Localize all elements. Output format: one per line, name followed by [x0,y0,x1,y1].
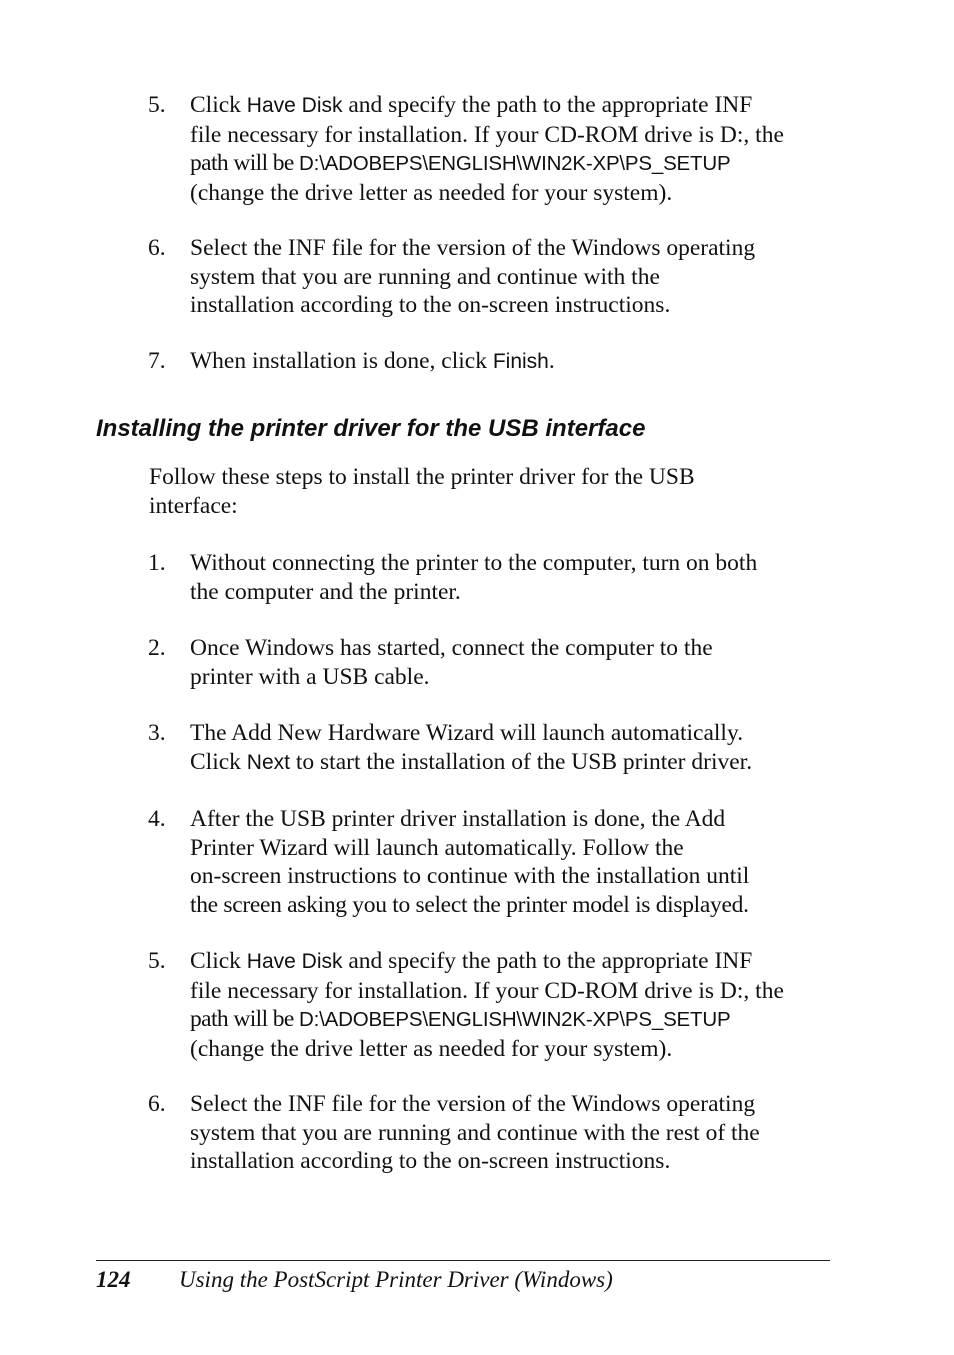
list-item-step-5 [148,91,838,207]
section-intro: Follow these steps to install the printer driver for the USB interface: [149,464,695,519]
step-text: After the USB printer driver installation is done, the Add Printer Wizard will launch automatically. Follow the on-screen instructions to continue with the installation until the screen asking you to select the printer model is displayed. [190,806,750,918]
step-number: 7. [148,348,166,374]
step-number: 1. [148,550,166,576]
step-number: 6. [148,1091,166,1117]
step-text: The Add New Hardware Wizard will launch automatically. Click Next to start the installation of the USB printer driver. [190,720,753,775]
step-number: 3. [148,720,166,746]
have-disk-button-label: Have Disk [246,950,343,973]
footer-divider [96,1260,830,1261]
section-heading: Installing the printer driver for the USB interface [96,415,646,442]
step-number: 2. [148,635,166,661]
list-item-step-4 [148,805,838,919]
step-text: Select the INF file for the version of the Windows operating system that you are running and continue with the rest of the installation according to the on-screen instructions. [190,1091,760,1174]
have-disk-button-label: Have Disk [246,94,343,117]
finish-button-label: Finish [492,350,549,373]
next-button-label: Next [246,750,290,774]
step-number: 6. [148,235,166,261]
list-item-step-6 [148,234,838,320]
step-text: Once Windows has started, connect the computer to the printer with a USB cable. [190,635,713,690]
page-number: 124 [96,1267,131,1292]
step-number: 5. [148,92,166,118]
list-item-step-5 [148,947,838,1063]
step-text: Click Have Disk and specify the path to the appropriate INF file necessary for installation. If your CD-ROM drive is D:, the path will be D:\ADOBEPS\ENGLISH\WIN2K-XP\PS_SETUP (change the drive letter as needed for your system). [190,948,784,1062]
list-item-step-2 [148,634,838,691]
list-item-step-7 [148,347,838,377]
step-number: 5. [148,948,166,974]
list-item-step-6 [148,1090,838,1176]
step-text: When installation is done, click Finish. [190,348,555,374]
running-footer-title: Using the PostScript Printer Driver (Windows) [179,1267,613,1292]
inf-path: D:\ADOBEPS\ENGLISH\WIN2K-XP\PS_SETUP [299,152,731,175]
list-item-step-1 [148,549,838,606]
step-text: Click Have Disk and specify the path to the appropriate INF file necessary for installation. If your CD-ROM drive is D:, the path will be D:\ADOBEPS\ENGLISH\WIN2K-XP\PS_SETUP (change the drive letter as needed for your system). [190,92,784,206]
inf-path: D:\ADOBEPS\ENGLISH\WIN2K-XP\PS_SETUP [299,1008,731,1031]
step-text: Select the INF file for the version of the Windows operating system that you are running and continue with the installation according to the on-screen instructions. [190,235,756,318]
step-number: 4. [148,806,166,832]
step-text: Without connecting the printer to the computer, turn on both the computer and the printer. [190,550,758,605]
list-item-step-3 [148,719,838,777]
